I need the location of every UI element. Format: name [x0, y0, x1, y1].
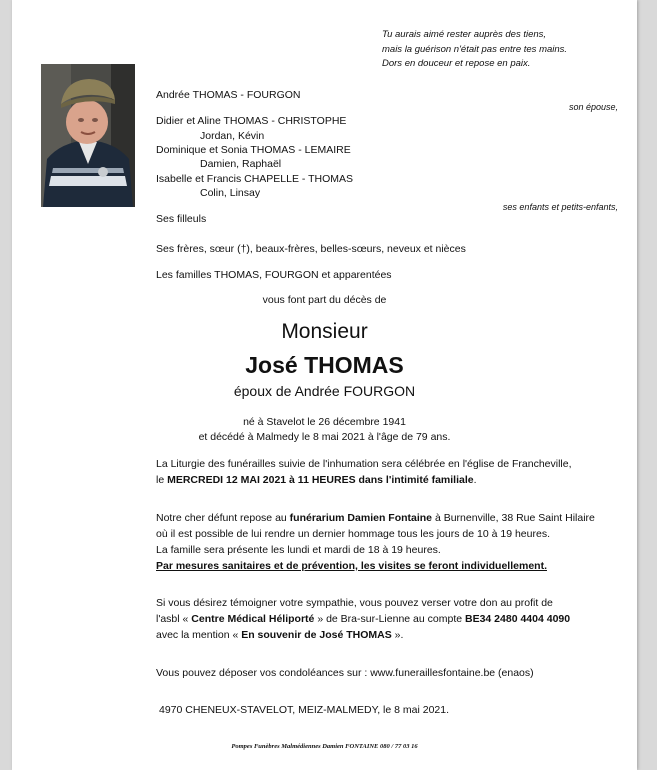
- spouse-name: Andrée THOMAS - FOURGON: [156, 89, 301, 101]
- repose-line: [156, 512, 595, 524]
- funeral-line: La Liturgie des funérailles suivie de l'inhumation sera célébrée en l'église de Francheville,: [156, 458, 572, 470]
- child-couple: Isabelle et Francis CHAPELLE - THOMAS: [156, 173, 354, 185]
- funeral-date: [156, 474, 477, 486]
- donation-account: [156, 613, 570, 625]
- condolences-info: Vous pouvez déposer vos condoléances sur : www.funeraillesfontaine.be (enaos): [156, 667, 534, 679]
- funeral-time: MERCREDI 12 MAI 2021 à 11 HEURES dans l'intimité familiale: [167, 474, 474, 486]
- funeral-home-name: funérarium Damien Fontaine: [289, 512, 433, 524]
- child-couple: Dominique et Sonia THOMAS - LEMAIRE: [156, 144, 351, 156]
- spouse-role: son épouse,: [568, 102, 618, 112]
- birth-info: né à Stavelot le 26 décembre 1941: [243, 416, 406, 428]
- visiting-hours: où il est possible de lui rendre un dernier hommage tous les jours de 10 à 19 heures.: [156, 528, 550, 540]
- funeral-prefix: le: [156, 474, 168, 486]
- repose-address: à Burnenville, 38 Rue Saint Hilaire: [432, 512, 595, 524]
- poem-line: Dors en douceur et repose en paix.: [382, 58, 531, 69]
- mention-text: En souvenir de José THOMAS: [241, 629, 392, 641]
- poem-line: Tu aurais aimé rester auprès des tiens,: [382, 29, 547, 40]
- place-date: 4970 CHENEUX-STAVELOT, MEIZ-MALMEDY, le 8 mai 2021.: [159, 704, 450, 716]
- family-presence: La famille sera présente les lundi et mardi de 18 à 19 heures.: [156, 544, 441, 556]
- sanitary-notice: Par mesures sanitaires et de prévention, les visites se feront individuellement.: [156, 560, 547, 572]
- deceased-spouse: époux de Andrée FOURGON: [233, 383, 416, 399]
- donation-text: l'asbl «: [156, 613, 192, 625]
- poem-line: mais la guérison n'était pas entre tes mains.: [382, 43, 568, 55]
- grandchildren: Colin, Linsay: [200, 187, 261, 199]
- godchildren: Ses filleuls: [156, 213, 207, 225]
- donation-text: ».: [391, 629, 404, 641]
- document-page: [12, 0, 637, 770]
- deceased-name: José THOMAS: [245, 352, 404, 378]
- child-couple: Didier et Aline THOMAS - CHRISTOPHE: [156, 115, 347, 127]
- grandchildren: Jordan, Kévin: [200, 130, 265, 142]
- repose-text: Notre cher défunt repose au: [156, 512, 290, 524]
- donation-text: avec la mention «: [156, 629, 242, 641]
- families: Les familles THOMAS, FOURGON et apparentées: [156, 269, 392, 281]
- donation-line: Si vous désirez témoigner votre sympathie, vous pouvez verser votre don au profit de: [156, 597, 553, 609]
- portrait-photo: [41, 64, 135, 207]
- funeral-suffix: .: [473, 474, 477, 486]
- death-info: et décédé à Malmedy le 8 mai 2021 à l'âge de 79 ans.: [198, 431, 451, 443]
- donation-mention: [156, 629, 403, 641]
- charity-name: Centre Médical Héliporté: [191, 613, 315, 625]
- children-role: ses enfants et petits-enfants,: [502, 202, 618, 212]
- grandchildren: Damien, Raphaël: [200, 158, 282, 170]
- poem: [382, 28, 567, 72]
- siblings: Ses frères, sœur (†), beaux-frères, belles-sœurs, neveux et nièces: [156, 243, 466, 255]
- announcement: vous font part du décès de: [262, 294, 387, 306]
- footer-funeral-home: Pompes Funèbres Malmédiennes Damien FONTAINE 080 / 77 03 16: [231, 743, 418, 750]
- deceased-title: Monsieur: [281, 320, 368, 343]
- bank-account: BE34 2480 4404 4090: [465, 613, 571, 625]
- donation-text: » de Bra-sur-Lienne au compte: [314, 613, 465, 625]
